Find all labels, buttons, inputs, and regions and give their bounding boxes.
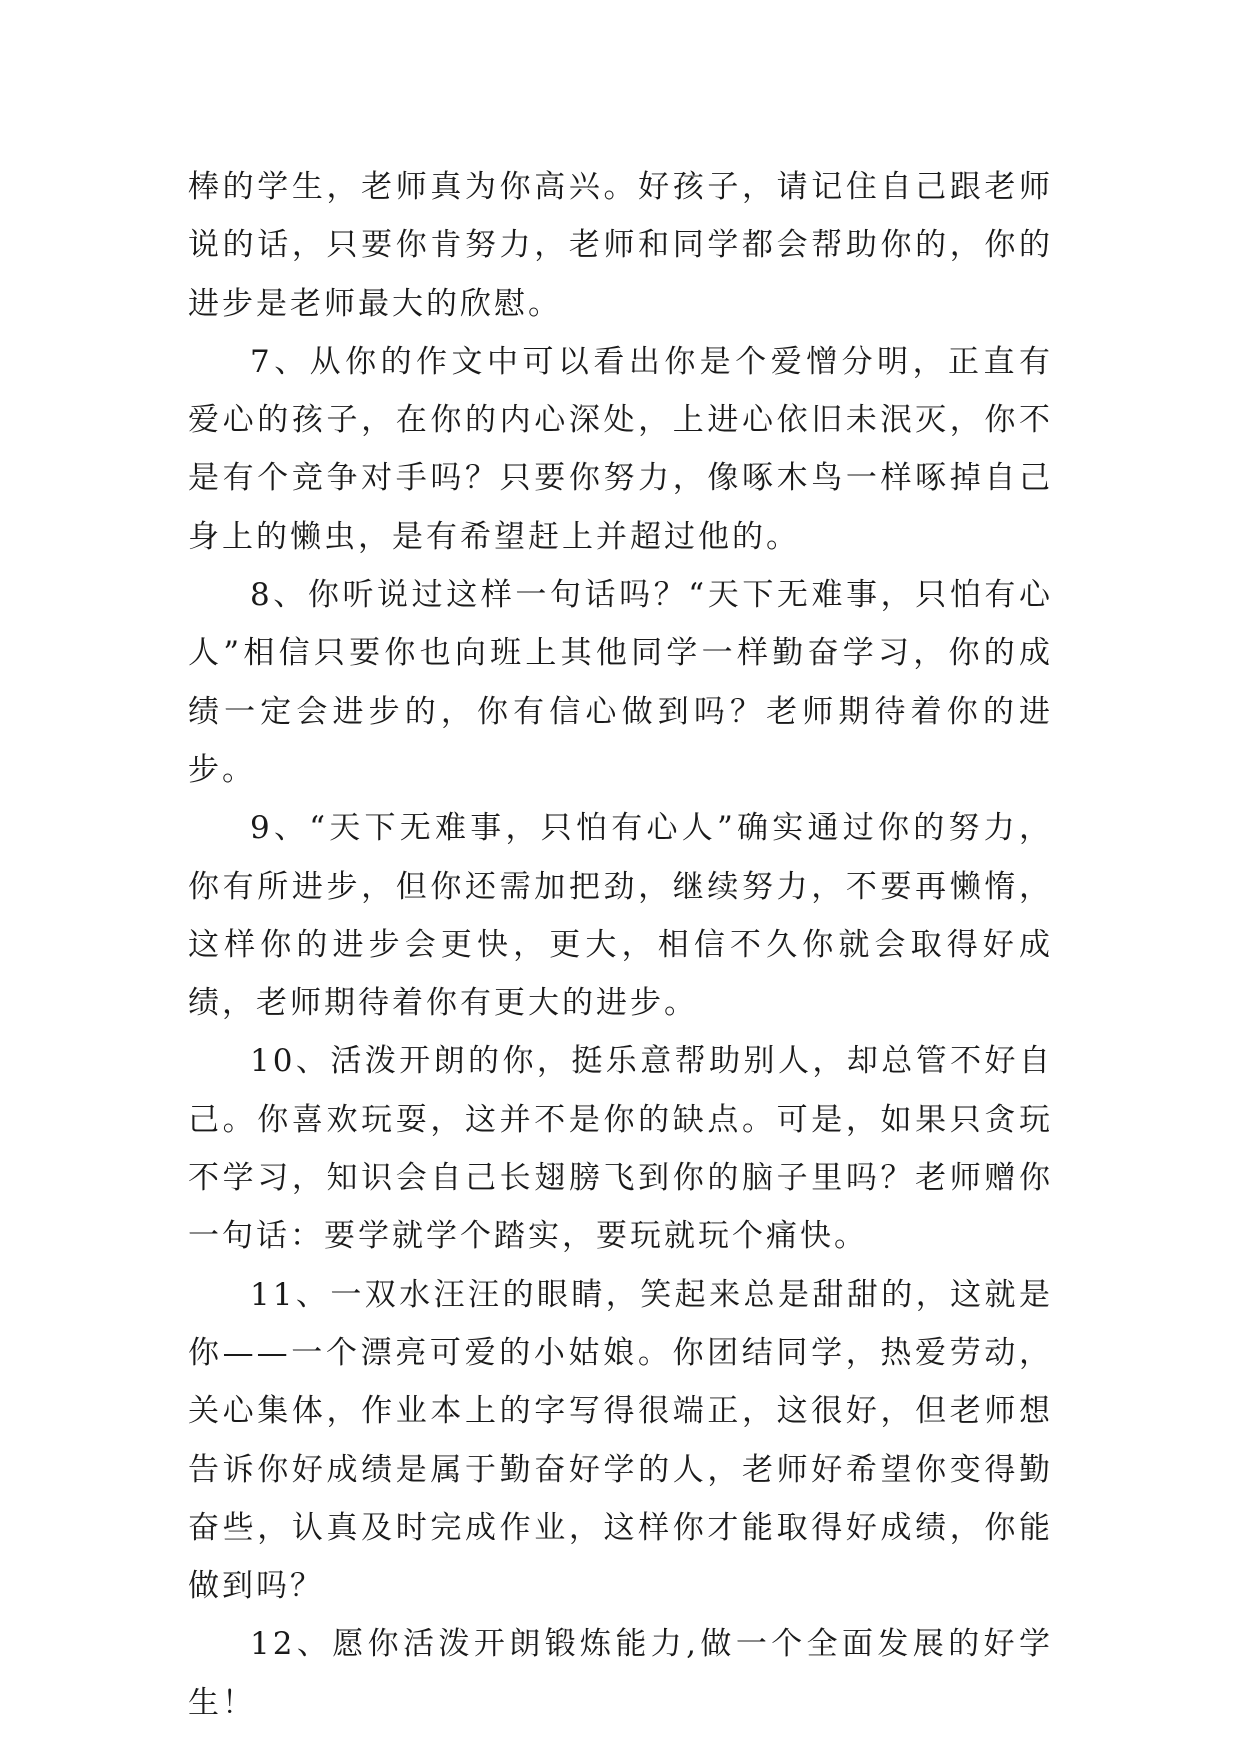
document-body [188,158,1053,1732]
paragraph-8: 8、你听说过这样一句话吗？“天下无难事，只怕有心人”相信只要你也向班上其他同学一样勤奋学习，你的成绩一定会进步的，你有信心做到吗？老师期待着你的进步。 [188,577,1053,788]
paragraph-9: 9、“天下无难事，只怕有心人”确实通过你的努力，你有所进步，但你还需加把劲，继续努力，不要再懒惰，这样你的进步会更快，更大，相信不久你就会取得好成绩，老师期待着你有更大的进步。 [188,810,1053,1022]
paragraph-11: 11、一双水汪汪的眼睛，笑起来总是甜甜的，这就是你——一个漂亮可爱的小姑娘。你团结同学，热爱劳动，关心集体，作业本上的字写得很端正，这很好，但老师想告诉你好成绩是属于勤奋好学的人，老师好希望你变得勤奋些，认真及时完成作业，这样你才能取得好成绩，你能做到吗？ [188,1276,1053,1605]
paragraph-continued: 棒的学生，老师真为你高兴。好孩子，请记住自己跟老师说的话，只要你肯努力，老师和同学都会帮助你的，你的进步是老师最大的欣慰。 [188,169,1053,322]
paragraph-10: 10、活泼开朗的你，挺乐意帮助别人，却总管不好自己。你喜欢玩耍，这并不是你的缺点。可是，如果只贪玩不学习，知识会自己长翅膀飞到你的脑子里吗？老师赠你一句话：要学就学个踏实，要玩就玩个痛快。 [188,1043,1053,1255]
paragraph-7: 7、从你的作文中可以看出你是个爱憎分明，正直有爱心的孩子，在你的内心深处，上进心依旧未泯灭，你不是有个竞争对手吗？只要你努力，像啄木鸟一样啄掉自己身上的懒虫，是有希望赶上并超过他的。 [188,343,1053,555]
paragraph-12: 12、愿你活泼开朗锻炼能力,做一个全面发展的好学生！ [188,1626,1053,1721]
